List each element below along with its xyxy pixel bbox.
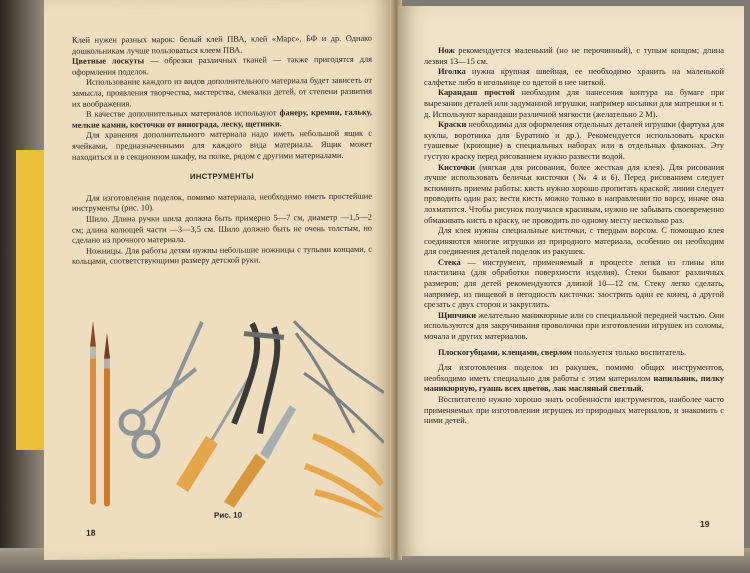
paragraph-rest: желательно маникюрные или со специальной передней частью. Они используются для закручивания проволочки при изготовлении игрушек из соломы, мочала и других материалов. <box>424 310 724 342</box>
paragraph-tongs <box>424 311 724 343</box>
paragraph-steka <box>424 258 724 311</box>
left-page <box>44 0 394 560</box>
paragraph-brushes <box>424 163 724 227</box>
paragraph-lead: Для изготовления поделок из ракушек, помимо общих инструментов, необходимо иметь специально для работы с этим материалом <box>424 363 724 383</box>
paragraph: Воспитателю нужно хорошо знать особенности инструментов, наиболее часто применяемых при изготовлении игрушек из природных материалов, и знакомить с ними детей. <box>424 395 724 426</box>
brush-icon <box>104 333 110 507</box>
bold-term: Иголка <box>438 67 466 77</box>
paragraph-pliers <box>424 348 724 359</box>
paragraph: Использование каждого из видов дополнительного материала будет зависеть от замысла, проявления творчества, мастерства, смекалки детей, от степени развития их воображения. <box>72 76 372 109</box>
right-page <box>398 6 744 556</box>
bold-term: фанеру, кремни, гальку, мелкие камни, косточки от винограда, леску, щетинки. <box>72 107 372 130</box>
tweezers-icon <box>294 321 384 444</box>
bold-term: Щипчики <box>438 310 477 320</box>
bold-term: Стека <box>438 257 461 267</box>
paragraph-colored-scraps <box>72 55 372 78</box>
paragraph-rest: рекомендуется маленький (но не перочинный), с тупым концом; длина лезвия 13—15 см. <box>424 46 724 66</box>
paragraph-rest: — инструмент, применяемый в процессе лепки из глины или пластилина (для обработки поверхности изделия). Стеки бывают различных размеров; для детей рекомендуются длиной 10—12 см. Стеку легко сделать, например, из пищевой в негодность кисточки: заострить один ее конец, а другой срезать с двух сторон и закруглить. <box>424 257 724 310</box>
paragraph-lead: В качестве дополнительных материалов используют <box>86 108 280 119</box>
bold-term: Нож <box>438 46 455 55</box>
paragraph-shells <box>424 363 724 395</box>
bold-term: Карандаш простой <box>438 88 515 98</box>
bold-term: Плоскогубцами, клещами, сверлом <box>438 347 572 357</box>
page-number: 19 <box>700 519 710 529</box>
paragraph-awl: Шило. Длина ручки шила должна быть примерно 5—7 см, диаметр —1,5—2 см; длина колющей части —3—3,5 см. Шило должно быть не очень толстым, но сделано из прочного материала. <box>72 212 372 245</box>
bold-term: Цветные лоскуты <box>72 56 145 66</box>
modeling-stick-icon <box>304 433 384 519</box>
figure-caption: Рис. 10 <box>214 510 243 520</box>
paragraph-materials <box>72 108 372 131</box>
left-page-text <box>72 34 372 268</box>
page-number: 18 <box>86 527 96 538</box>
bold-term: Кисточки <box>438 162 475 172</box>
tools-illustration <box>84 313 384 520</box>
paragraph-rest: — обрезки различных тканей — также пригодятся для оформления поделок. <box>72 54 372 77</box>
paragraph: Для изготовления поделок, помимо материала, необходимо иметь простейшие инструменты (рис. 10). <box>72 191 372 214</box>
paragraph-knife <box>424 46 724 67</box>
paragraph-paints <box>424 120 724 162</box>
paragraph-scissors: Ножницы. Для работы детям нужны небольшие ножницы с тупыми концами, с кольцами, соответствующими размеру детской руки. <box>72 244 372 267</box>
paragraph: Клей нужен разных марок: белый клей ПВА, клей «Марс», БФ и др. Однако дошкольникам лучше пользоваться клеем ПВА. <box>72 33 372 56</box>
paragraph: Для клея нужны специальные кисточки, с твердым ворсом. С помощью клея соединяются многие игрушки из природного материала, особенно он необходим для соединения деталей поделок из ракушек. <box>424 226 724 257</box>
yellow-object <box>16 150 46 450</box>
paragraph: Для хранения дополнительного материала надо иметь небольшой ящик с ячейками, предназначенными для каждого вида материала. Ящик может находиться и в секционном шкафу, на полке, рядом с другими материалами. <box>72 129 372 162</box>
paragraph-rest: необходим для нанесения контура на бумаге при вырезании деталей или задуманной игрушки, например косынки для матрешки и т. д. Используют карандаши различной мягкости (желательно 2 М). <box>424 88 724 119</box>
section-heading: ИНСТРУМЕНТЫ <box>190 171 254 182</box>
paragraph-needle <box>424 67 724 88</box>
brush-icon <box>90 321 96 505</box>
right-page-text <box>424 46 724 427</box>
pliers-icon <box>234 323 284 433</box>
bold-term: напильник, пилку маникюрную, гуашь всех цветов, лак масляный светлый. <box>424 373 724 394</box>
paragraph-rest: нужна крупная швейная, ее необходимо хранить на маленькой салфетке либо в игольнице со вдетой в нее ниткой. <box>424 67 724 87</box>
bold-term: Краски <box>438 120 467 130</box>
paragraph-rest: (мягкая для рисования, более жесткая для клея). Для рисования лучше использовать беличьи кисточки (№ 4 и 6). Перед рисованием следует вспомнить приемы работы: кисть нужно хорошо пропитать краской; линии следует проводить один раз; вести кисть можно только в направлении по ворсу, иначе она лохматится. Чтобы рисунок получился красивым, нужно не забывать своевременно обмакивать кисть в краску, не проводить по одному месту несколько раз. <box>424 162 724 225</box>
paragraph-pencil <box>424 88 724 120</box>
scissors-icon <box>121 322 202 457</box>
awl-icon <box>176 370 254 493</box>
paragraph-rest: необходимы для оформления отдельных деталей игрушки (фартука для куклы, воротника для Буратино и др.). Рекомендуется использовать краски гуашевые (кроющие) в специальных наборах или в отдельных флаконах. Эту густую краску перед рисованием нужно развести водой. <box>424 120 724 161</box>
paragraph-rest: пользуется только воспитатель. <box>571 347 687 357</box>
